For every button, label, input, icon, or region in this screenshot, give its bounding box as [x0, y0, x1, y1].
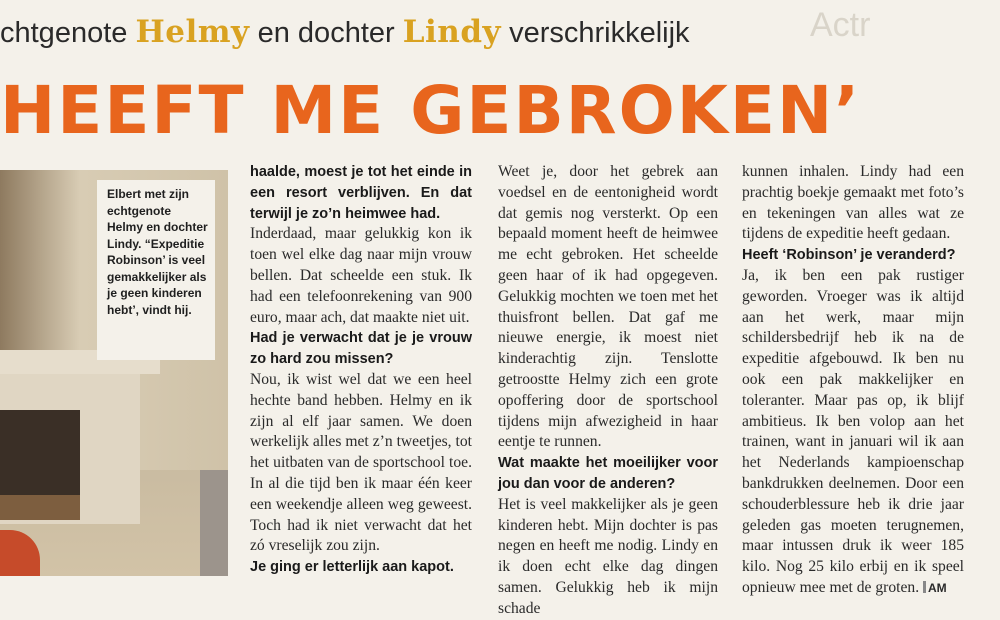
end-mark: AM: [923, 581, 947, 595]
photo-logs: [0, 495, 80, 520]
headline: HEEFT ME GEBROKEN’: [0, 72, 862, 149]
question-text: Je ging er letterlijk aan kapot.: [250, 559, 454, 576]
kicker-name-lindy: Lindy: [402, 14, 502, 50]
kicker-name-helmy: Helmy: [135, 14, 250, 50]
column-3: [742, 162, 964, 599]
kicker-pre: chtgenote: [0, 17, 136, 49]
kicker-mid: en dochter: [249, 17, 403, 49]
column-2: [498, 162, 718, 620]
photo-curtain: [200, 470, 228, 576]
kicker-line: [0, 14, 1000, 58]
photo-caption: Elbert met zijn echtgenote Helmy en dochter Lindy. “Expeditie Robinson’ is veel gemakkelijker als je geen kinderen hebt’, vindt hij.: [97, 180, 215, 360]
question-text: Heeft ‘Robinson’ je veranderd?: [742, 247, 956, 264]
question-text: Wat maakte het moeilijker voor jou dan voor de anderen?: [498, 455, 718, 492]
answer-body: Ja, ik ben een pak rustiger geworden. Vroeger was ik altijd aan het werk, maar mijn schildersbedrijf heb ik na de expeditie afgebouwd. Ik ben nu ook een pak makkelijker en toleranter. Maar pas op, ik blijf ambitieus. Ik ben volop aan het trainen, want in januari wil ik aan het Nederlands kampioenschap bankdrukken deelnemen. Door een schouderblessure heb ik drie jaar geleden gas moeten terugnemen, maar intussen druk ik weer 185 kilo. Nog 25 kilo erbij en ik speel opnieuw mee met de groten.: [742, 266, 964, 596]
question-text: Had je verwacht dat je je vrouw zo hard zou missen?: [250, 330, 472, 368]
watermark-text: Actr: [810, 6, 871, 44]
kicker-post: verschrikkelijk: [501, 17, 690, 49]
answer-text: [742, 266, 964, 599]
answer-text: kunnen inhalen. Lindy had een prachtig boekje gemaakt met foto’s en tekeningen van alles wat ze tijdens de expeditie heeft gedaan.: [742, 163, 964, 243]
answer-text: Inderdaad, maar gelukkig kon ik toen wel elke dag naar mijn vrouw bellen. Dat scheelde een stuk. Ik had een telefoonrekening van 900 euro, maar ach, dat maakte niet uit.: [250, 225, 472, 326]
answer-text: Weet je, door het gebrek aan voedsel en de eentonigheid wordt dat gemis nog versterkt. Op een bepaald moment heeft de heimwee me echt gebroken. Het scheelde geen haar of ik had opgegeven. Gelukkig mochten we toen met het thuisfront bellen. Dat gaf me nieuwe energie, ik moest niet kinderachtig zijn. Tenslotte getroostte Helmy zich een grote opoffering door de sportschool tijdens mijn afwezigheid in haar eentje te runnen.: [498, 163, 718, 451]
photo-person: [0, 530, 40, 576]
answer-text: Het is veel makkelijker als je geen kinderen hebt. Mijn dochter is pas negen en heeft me nodig. Lindy en ik doen echt elke dag dingen samen. Gelukkig heb ik mijn schade: [498, 495, 718, 617]
answer-text: Nou, ik wist wel dat we een heel hechte band hebben. Helmy en ik zijn al elf jaar samen. We doen werkelijk alles met z’n tweetjes, tot het uitbaten van de sportschool toe. In al die tijd ben ik maar één keer een weekendje alleen weg geweest. Toch had ik niet verwacht dat het zó vreselijk zou zijn.: [250, 370, 472, 555]
question-text: haalde, moest je tot het einde in een resort verblijven. En dat terwijl je zo’n heimwee had.: [250, 164, 472, 222]
column-1: [250, 162, 472, 578]
